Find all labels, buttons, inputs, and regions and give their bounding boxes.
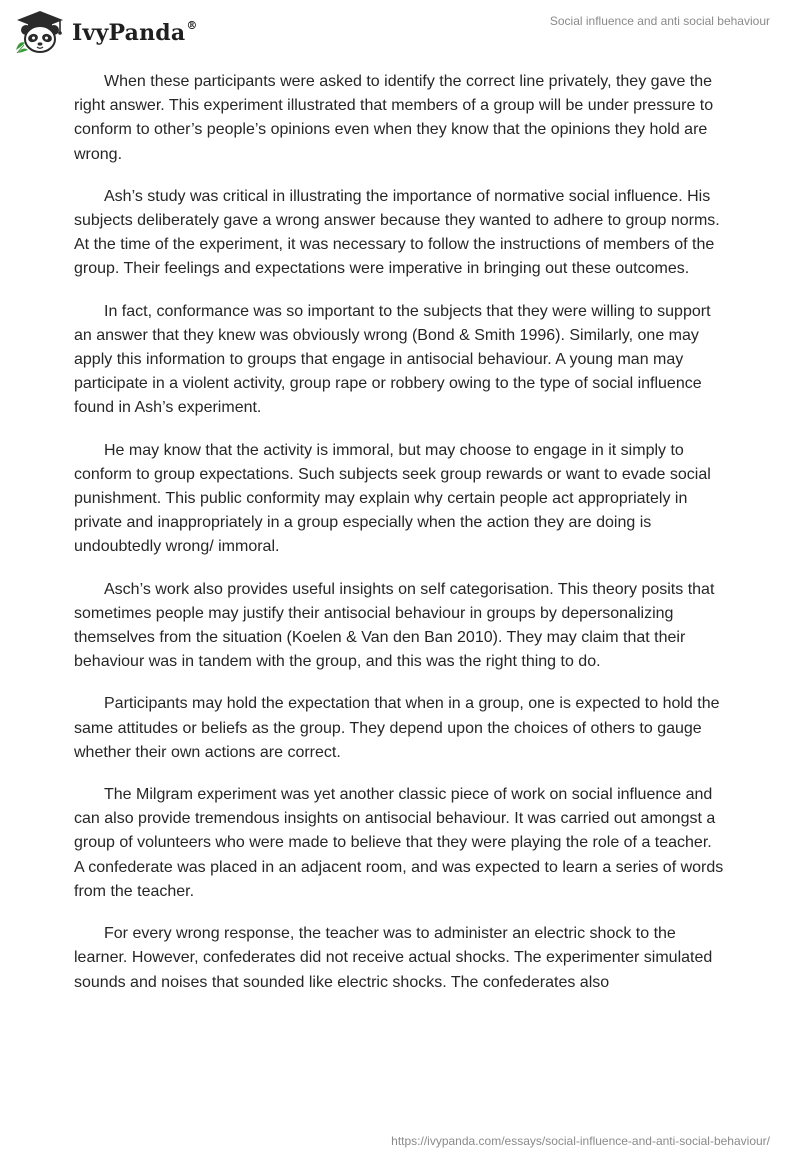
panda-graduation-cap-icon xyxy=(14,10,66,54)
paragraph: For every wrong response, the teacher was to administer an electric shock to the learner. However, confederates did not receive actual shocks. The experimenter simulated sounds and noises that sounded like electric shocks. The confederates also xyxy=(74,925,713,991)
paragraph: In fact, conformance was so important to the subjects that they were willing to support an answer that they knew was obviously wrong (Bond & Smith 1996). Similarly, one may apply this information to groups that engage in antisocial behaviour. A young man may participate in a violent activity, group rape or robbery owing to the type of social influence found in Ash’s experiment. xyxy=(74,302,711,417)
ivypanda-logo[interactable] xyxy=(14,10,198,54)
paragraph: He may know that the activity is immoral, but may choose to engage in it simply to conform to group expectations. Such subjects seek group rewards or want to evade social punishment. This public conformity may explain why certain people act appropriately in private and inappropriately in a group especially when the action they are doing is undoubtedly wrong/ immoral. xyxy=(74,441,711,556)
brand-name xyxy=(72,20,198,46)
paragraph: The Milgram experiment was yet another classic piece of work on social influence and can also provide tremendous insights on antisocial behaviour. It was carried out amongst a group of volunteers who were made to believe that they were playing the role of a teacher. A confederate was placed in an adjacent room, and was expected to learn a series of words from the teacher. xyxy=(74,786,724,900)
document-title: Social influence and anti social behaviour xyxy=(549,14,770,28)
paragraph: Asch’s work also provides useful insights on self categorisation. This theory posits that sometimes people may justify their antisocial behaviour in groups by depersonalizing themselves from the situation (Koelen & Van den Ban 2010). They may claim that their behaviour was in tandem with the group, and this was the right thing to do. xyxy=(74,580,715,671)
paragraph: Participants may hold the expectation that when in a group, one is expected to hold the same attitudes or beliefs as the group. They depend upon the choices of others to gauge whether their own actions are correct. xyxy=(74,695,720,761)
page-header xyxy=(0,0,800,62)
registered-mark: ® xyxy=(186,18,198,32)
paragraph: Ash’s study was critical in illustrating the importance of normative social influence. His subjects deliberately gave a wrong answer because they wanted to adhere to group norms. At the time of the experiment, it was necessary to follow the instructions of members of the group. Their feelings and expectations were imperative in bringing out these outcomes. xyxy=(74,187,720,278)
source-url[interactable]: https://ivypanda.com/essays/social-influence-and-anti-social-behaviour/ xyxy=(391,1134,770,1148)
essay-body xyxy=(74,70,724,1013)
brand-name-text: IvyPanda xyxy=(72,20,186,46)
paragraph: When these participants were asked to identify the correct line privately, they gave the right answer. This experiment illustrated that members of a group will be under pressure to conform to other’s people’s opinions even when they know that the opinions they hold are wrong. xyxy=(74,73,714,163)
